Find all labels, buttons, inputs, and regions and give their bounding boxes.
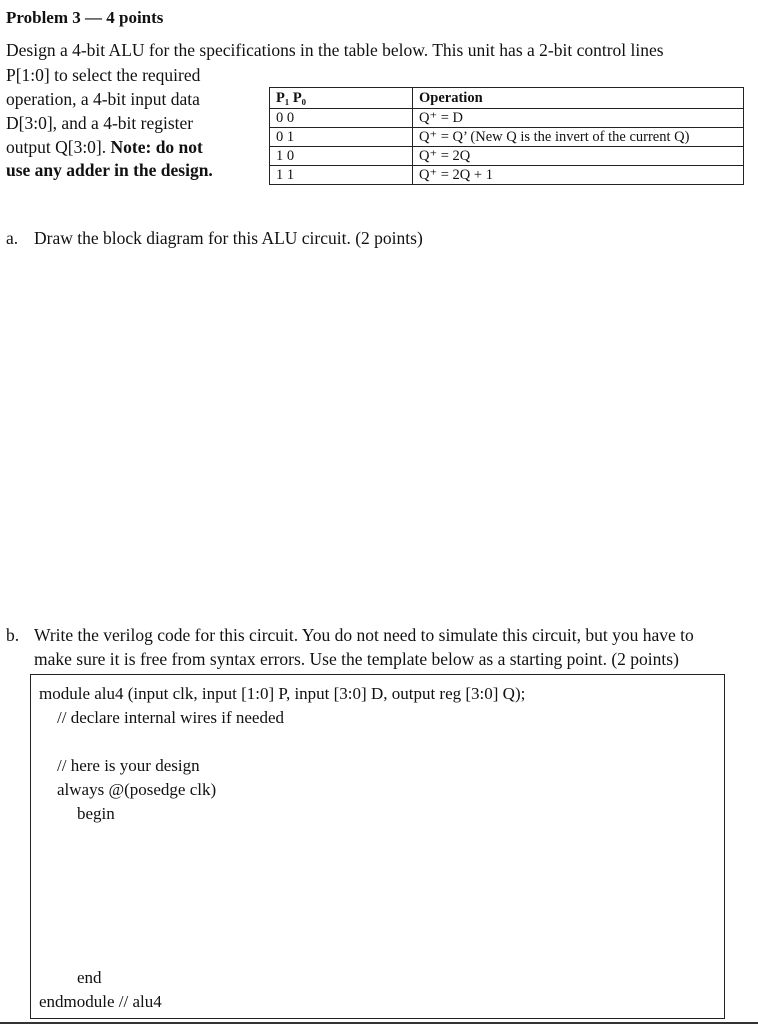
operation-table bbox=[269, 87, 744, 185]
part-a-question bbox=[6, 228, 423, 249]
part-b-text: make sure it is free from syntax errors. Use the template below as a starting point. (2 points) bbox=[34, 649, 679, 669]
part-a-label: a. bbox=[6, 228, 19, 248]
part-b-question bbox=[6, 625, 694, 646]
table-row bbox=[270, 147, 744, 166]
control-value: 0 1 bbox=[270, 128, 413, 147]
intro-line: operation, a 4-bit input data bbox=[6, 89, 200, 109]
note-text: Note: do not bbox=[110, 137, 203, 157]
table-row bbox=[270, 128, 744, 147]
code-line: end bbox=[77, 968, 102, 987]
code-line: begin bbox=[77, 804, 115, 823]
operation-value: Q⁺ = Q’ (New Q is the invert of the current Q) bbox=[413, 128, 744, 147]
note-text: use any adder in the design. bbox=[6, 160, 213, 180]
intro-text: output Q[3:0]. bbox=[6, 137, 111, 157]
header-operation: Operation bbox=[413, 88, 744, 109]
intro-line: Design a 4-bit ALU for the specifications in the table below. This unit has a 2-bit control lines bbox=[6, 40, 664, 60]
part-a-text: Draw the block diagram for this ALU circuit. (2 points) bbox=[34, 228, 423, 248]
code-line: module alu4 (input clk, input [1:0] P, input [3:0] D, output reg [3:0] Q); bbox=[39, 684, 526, 703]
control-value: 1 1 bbox=[270, 166, 413, 185]
operation-value: Q⁺ = 2Q bbox=[413, 147, 744, 166]
code-line: // declare internal wires if needed bbox=[57, 708, 285, 727]
part-b-label: b. bbox=[6, 625, 20, 645]
code-line: always @(posedge clk) bbox=[57, 780, 217, 799]
table-row bbox=[270, 109, 744, 128]
intro-line: P[1:0] to select the required bbox=[6, 65, 201, 85]
code-template-box bbox=[30, 674, 725, 1019]
code-line: endmodule // alu4 bbox=[39, 992, 162, 1011]
table-header-row bbox=[270, 88, 744, 109]
control-value: 1 0 bbox=[270, 147, 413, 166]
intro-line bbox=[6, 137, 203, 158]
operation-value: Q⁺ = D bbox=[413, 109, 744, 128]
header-control-bits: P₁ P₀ bbox=[270, 88, 413, 109]
control-value: 0 0 bbox=[270, 109, 413, 128]
problem-title: Problem 3 — 4 points bbox=[6, 8, 164, 27]
operation-value: Q⁺ = 2Q + 1 bbox=[413, 166, 744, 185]
intro-line: D[3:0], and a 4-bit register bbox=[6, 113, 194, 133]
code-line: // here is your design bbox=[57, 756, 200, 775]
part-b-text: Write the verilog code for this circuit. You do not need to simulate this circuit, but you have to bbox=[34, 625, 694, 645]
table-row bbox=[270, 166, 744, 185]
